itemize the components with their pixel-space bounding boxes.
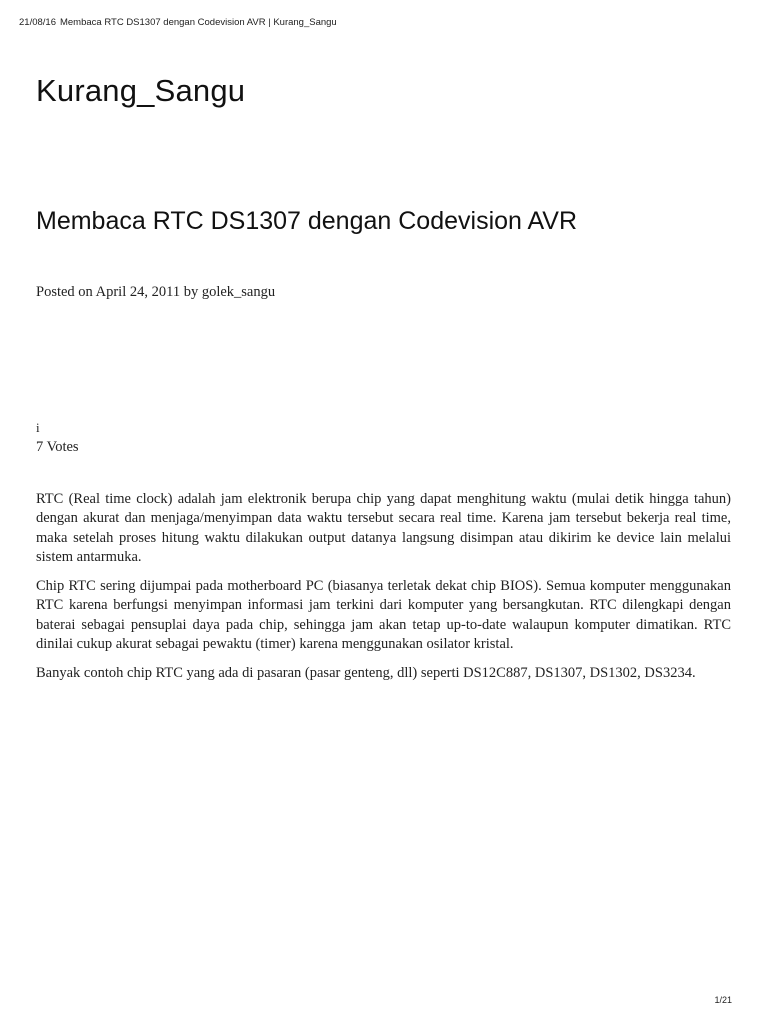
- print-date: 21/08/16: [19, 17, 56, 28]
- print-header: [19, 17, 337, 28]
- paragraph-rtc-motherboard: Chip RTC sering dijumpai pada motherboard PC (biasanya terletak dekat chip BIOS). Semua komputer menggunakan RTC karena berfungsi menyimpan informasi jam terkini dari komputer yang bersangkutan. RTC dilengkapi dengan baterai sebagai pensuplai daya pada chip, sehingga jam akan tetap up-to-date walaupun komputer dimatikan. RTC dinilai cukup akurat sebagai pewaktu (timer) karena menggunakan osilator kristal.: [36, 578, 731, 653]
- post-content: [36, 490, 731, 694]
- post-meta: Posted on April 24, 2011 by golek_sangu: [36, 284, 276, 300]
- site-title[interactable]: Kurang_Sangu: [36, 73, 246, 108]
- paragraph-rtc-examples: Banyak contoh chip RTC yang ada di pasaran (pasar genteng, dll) seperti DS12C887, DS1307, DS1302, DS3234.: [36, 665, 696, 682]
- rating-icon[interactable]: i: [36, 420, 40, 435]
- paragraph-rtc-definition: RTC (Real time clock) adalah jam elektronik berupa chip yang dapat menghitung waktu (mulai detik hingga tahun) dengan akurat dan menjaga/menyimpan data waktu tersebut secara real time. Karena jam tersebut bekerja real time, maka setelah proses hitung waktu dilakukan output datanya langsung disimpan atau dikirim ke device lain melalui sistem antarmuka.: [36, 491, 731, 565]
- page-number: 1/21: [714, 995, 732, 1005]
- print-page-title: Membaca RTC DS1307 dengan Codevision AVR | Kurang_Sangu: [59, 17, 337, 28]
- votes-count: 7 Votes: [36, 439, 79, 455]
- post-title[interactable]: Membaca RTC DS1307 dengan Codevision AVR: [36, 207, 578, 235]
